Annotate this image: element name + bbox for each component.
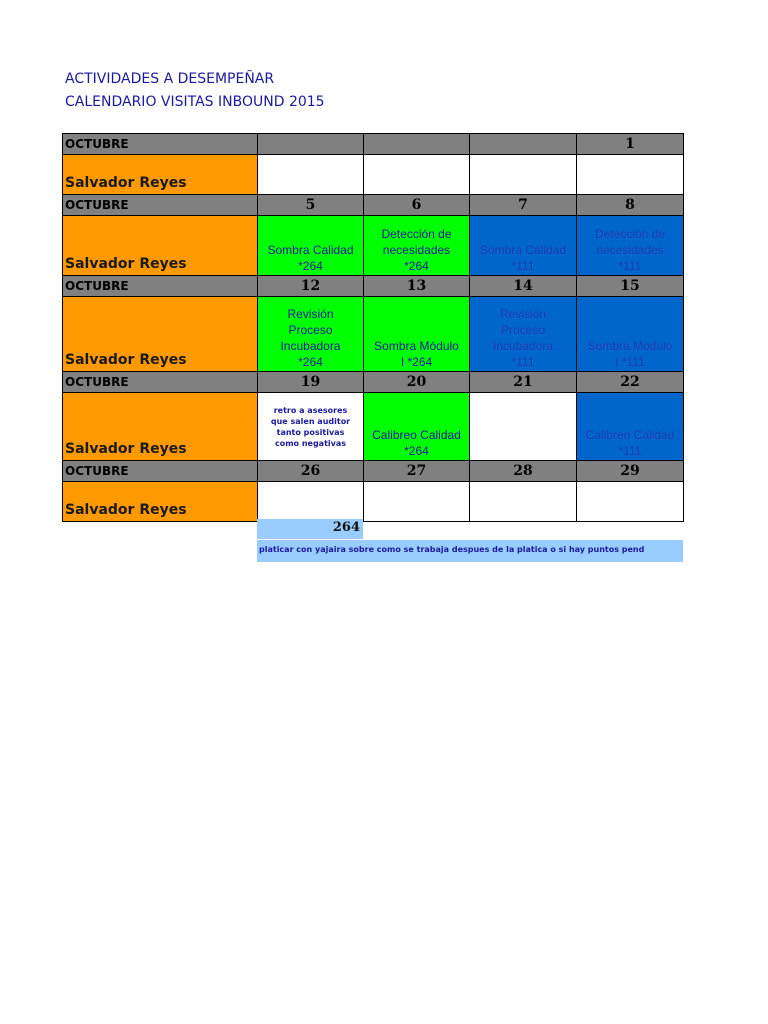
day-number: [364, 134, 470, 155]
day-number: 26: [258, 461, 364, 482]
week-activity-row: [63, 155, 684, 195]
day-number: 5: [258, 195, 364, 216]
week-header-row: [63, 372, 684, 393]
activity-text: I *111: [615, 355, 645, 369]
document-title: ACTIVIDADES A DESEMPEÑAR: [65, 71, 275, 87]
person-name: Salvador Reyes: [63, 393, 258, 461]
day-number: 29: [577, 461, 684, 482]
activity-cell[interactable]: [258, 297, 364, 372]
activity-text: *264: [404, 259, 429, 273]
activity-text: necesidades: [382, 243, 451, 257]
activity-cell[interactable]: [364, 482, 470, 522]
day-number: 12: [258, 276, 364, 297]
day-number: 7: [470, 195, 577, 216]
activity-cell[interactable]: [577, 155, 684, 195]
person-name: Salvador Reyes: [63, 155, 258, 195]
code-value: 264: [332, 520, 360, 535]
activity-text: Detección de: [381, 227, 452, 241]
activity-text: Sombra Módulo: [587, 339, 673, 353]
activity-text: Sombra Módulo: [374, 339, 459, 353]
week-header-row: [63, 461, 684, 482]
activity-cell[interactable]: [470, 155, 577, 195]
activity-text: Detección de: [594, 227, 666, 241]
activity-cell[interactable]: [258, 155, 364, 195]
activity-text: necesidades: [596, 243, 664, 257]
activity-text: Proceso: [288, 323, 333, 337]
activity-text: Incubadora: [492, 339, 554, 353]
day-number: 27: [364, 461, 470, 482]
calendar-table: [62, 133, 684, 522]
activity-text: Revisión: [499, 307, 547, 321]
activity-text: *111: [618, 259, 642, 273]
activity-cell[interactable]: [364, 155, 470, 195]
activity-cell[interactable]: [577, 297, 684, 372]
activity-cell[interactable]: [577, 482, 684, 522]
note-text: platicar con yajaira sobre como se trabaja despues de la platica o si hay puntos pend: [259, 545, 645, 554]
activity-cell[interactable]: [364, 393, 470, 461]
day-number: 15: [577, 276, 684, 297]
activity-cell[interactable]: [258, 482, 364, 522]
month-label: OCTUBRE: [63, 195, 258, 216]
activity-cell[interactable]: [470, 216, 577, 276]
activity-text: I *264: [400, 355, 433, 369]
activity-text: *264: [404, 444, 429, 458]
month-label: OCTUBRE: [63, 372, 258, 393]
week-activity-row: [63, 297, 684, 372]
month-label: OCTUBRE: [63, 134, 258, 155]
activity-cell[interactable]: [364, 297, 470, 372]
person-name: Salvador Reyes: [63, 482, 258, 522]
day-number: 28: [470, 461, 577, 482]
week-header-row: [63, 134, 684, 155]
activity-cell[interactable]: [364, 216, 470, 276]
month-label: OCTUBRE: [63, 276, 258, 297]
document-subtitle: CALENDARIO VISITAS INBOUND 2015: [65, 94, 325, 110]
activity-cell[interactable]: [258, 393, 364, 461]
activity-text: como negativas: [274, 438, 347, 448]
activity-text: Revisión: [287, 307, 334, 321]
activity-cell[interactable]: [470, 482, 577, 522]
activity-cell[interactable]: [470, 297, 577, 372]
activity-text: *111: [618, 444, 642, 458]
activity-cell[interactable]: [577, 393, 684, 461]
activity-text: *111: [511, 259, 535, 273]
week-header-row: [63, 195, 684, 216]
day-number: 20: [364, 372, 470, 393]
day-number: 6: [364, 195, 470, 216]
day-number: 1: [577, 134, 684, 155]
activity-text: Sombra Calidad: [479, 243, 567, 257]
week-activity-row: [63, 216, 684, 276]
activity-text: que salen auditor: [270, 416, 351, 426]
week-activity-row: [63, 393, 684, 461]
day-number: 22: [577, 372, 684, 393]
day-number: 19: [258, 372, 364, 393]
note-strip: [257, 540, 683, 562]
activity-text: retro a asesores: [273, 405, 348, 415]
activity-text: Sombra Calidad: [267, 243, 354, 257]
day-number: 13: [364, 276, 470, 297]
activity-text: Proceso: [500, 323, 546, 337]
week-header-row: [63, 276, 684, 297]
code-highlight-cell: [257, 519, 363, 539]
activity-text: Calibreo Calidad: [372, 428, 461, 442]
day-number: 8: [577, 195, 684, 216]
activity-text: *264: [298, 355, 323, 369]
month-label: OCTUBRE: [63, 461, 258, 482]
day-number: 14: [470, 276, 577, 297]
activity-text: *111: [511, 355, 535, 369]
activity-text: tanto positivas: [276, 427, 345, 437]
week-activity-row: [63, 482, 684, 522]
person-name: Salvador Reyes: [63, 297, 258, 372]
activity-text: Calibreo Calidad: [585, 428, 675, 442]
activity-cell[interactable]: [258, 216, 364, 276]
day-number: [258, 134, 364, 155]
day-number: 21: [470, 372, 577, 393]
day-number: [470, 134, 577, 155]
person-name: Salvador Reyes: [63, 216, 258, 276]
activity-text: Incubadora: [280, 339, 341, 353]
activity-text: *264: [298, 259, 323, 273]
activity-cell[interactable]: [470, 393, 577, 461]
activity-cell[interactable]: [577, 216, 684, 276]
